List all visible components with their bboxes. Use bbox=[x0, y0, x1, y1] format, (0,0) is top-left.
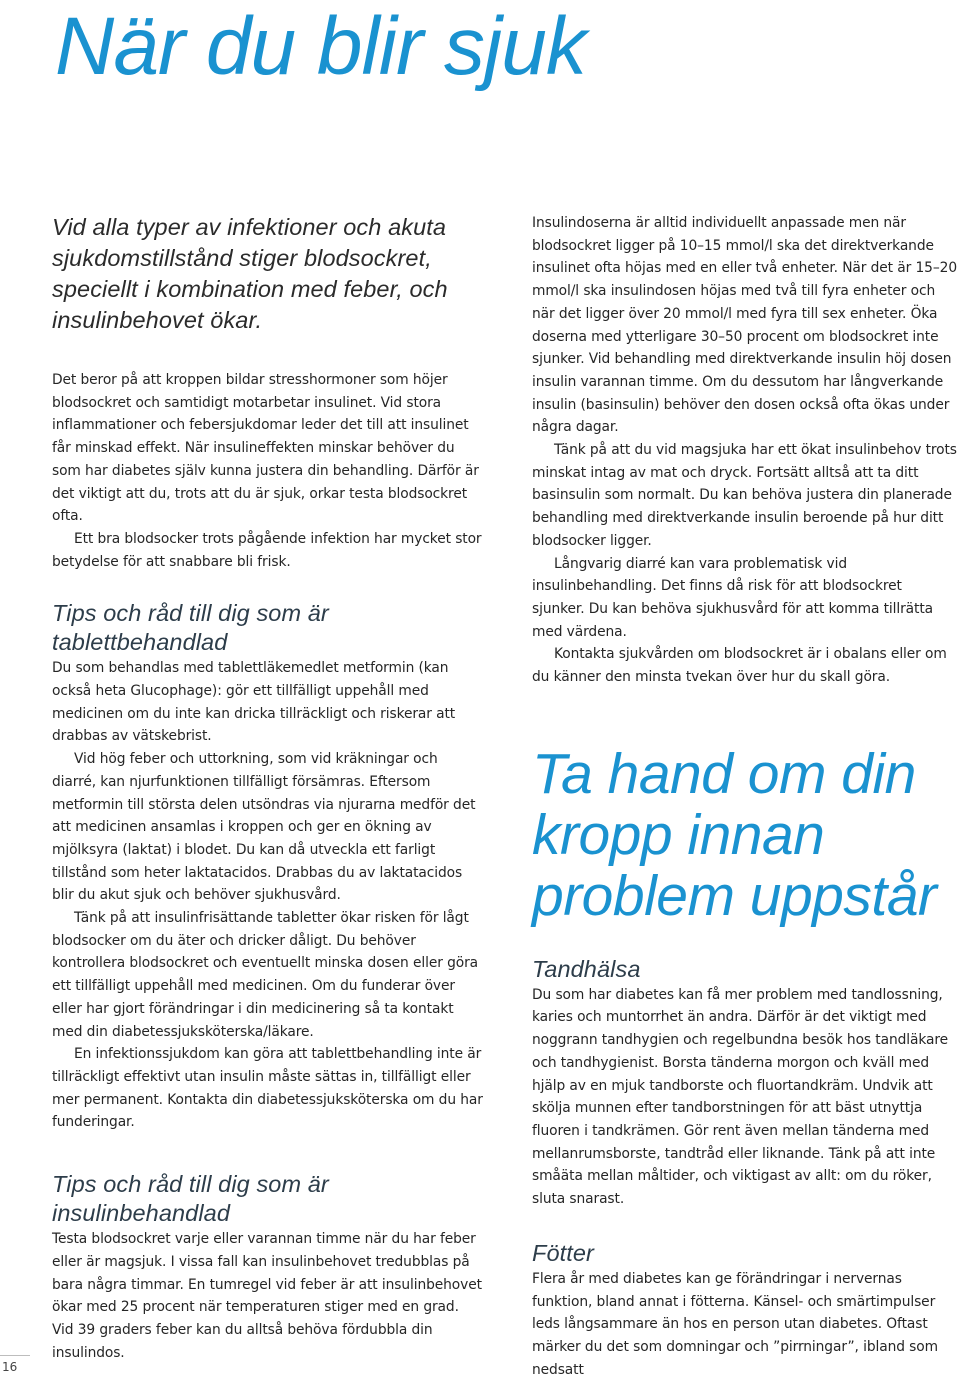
body-paragraph: Ett bra blodsocker trots pågående infektion har mycket stor betydelse för att snabbare bli frisk. bbox=[52, 530, 482, 570]
section-heading-insulin: Tips och råd till dig som är insulinbehandlad bbox=[52, 1171, 329, 1227]
body-paragraph: Insulindoserna är alltid individuellt anpassade men när blodsockret ligger på 10–15 mmol/l ska det direktverkande insulinet ofta höjas med en eller två enheter. När det är 15–20 mmol/l ska insulindosen höjas med två till fyra enheter och när det ligger över 20 mmol/l med fyra till sex enheter. Öka doserna med ytterligare 30–50 procent om blodsockret inte sjunker. Vid behandling med direktverkande insulin höj dosen insulin varannan timme. Om du dessutom har långverkande insulin (basinsulin) behöver den dosen också ofta ökas under några dagar. bbox=[532, 215, 958, 436]
section-tablet bbox=[52, 599, 484, 1134]
left-column bbox=[52, 212, 484, 1364]
footer-divider bbox=[0, 1355, 30, 1356]
section-feet bbox=[532, 1239, 958, 1381]
body-paragraph: Testa blodsockret varje eller varannan timme när du har feber eller är magsjuk. I vissa fall kan insulinbehovet tredubblas på bara några timmar. En tumregel vid feber är att insulinbehovet ökar med 25 procent när temperaturen stiger med en grad. Vid 39 graders feber kan du alltså behöva fördubbla din insulindos. bbox=[52, 1231, 482, 1361]
feature-heading: Ta hand om din kropp innan problem uppstår bbox=[532, 741, 937, 928]
body-paragraph: Du som behandlas med tablettläkemedlet metformin (kan också heta Glucophage): gör ett tillfälligt uppehåll med medicinen om du inte kan dricka tillräckligt och riskerar att drabbas av vätskebrist. bbox=[52, 660, 456, 745]
section-insulin bbox=[52, 1170, 484, 1364]
body-paragraph: Flera år med diabetes kan ge förändringar i nervernas funktion, bland annat i fötterna. Känsel- och smärtimpulser leds långsammare än hos en person utan diabetes. Oftast märker du det som domningar och ”pirrningar”, ibland som nedsatt bbox=[532, 1270, 938, 1378]
body-paragraph: Du som har diabetes kan få mer problem med tandlossning, karies och muntorrhet än andra. Därför är det viktigt med noggrann tandhygien och regelbundna besök hos tandläkare och tandhygienist. Borsta tänderna morgon och kväll med hjälp av en mjuk tandborste och fluortandkräm. Undvik att skölja munnen efter tandborstningen för att bäst utnyttja fluoren i tandkrämen. Gör rent även mellan tänderna med mellanrumsborste, tandtråd eller liknande. Tänk på att inte småäta mellan måltider, och viktigast av allt: om du röker, sluta snarast. bbox=[532, 986, 948, 1208]
body-paragraph: Det beror på att kroppen bildar stresshormoner som höjer blodsockret och samtidigt motarbetar insulinet. Vid stora inflammationer och febersjukdomar leder det till att insulinet får minskad effekt. När insulineffekten minskar behöver du som har diabetes själv kunna justera din behandling. Därför är det viktigt att du, trots att du är sjuk, orkar testa blodsockret ofta. bbox=[52, 372, 479, 525]
section-heading-feet: Fötter bbox=[532, 1239, 594, 1266]
section-heading-tablet: Tips och råd till dig som är tablettbehandlad bbox=[52, 600, 329, 656]
page-number: 16 bbox=[2, 1360, 18, 1374]
body-paragraph: Långvarig diarré kan vara problematisk vid insulinbehandling. Det finns då risk för att blodsockret sjunker. Du kan behöva sjukhusvård för att komma tillrätta med värdena. bbox=[532, 555, 934, 640]
body-paragraph: Tänk på att du vid magsjuka har ett ökat insulinbehov trots minskat intag av mat och dryck. Fortsätt alltså att ta ditt basinsulin som normalt. Du kan behöva justera din planerade behandling med direktverkande insulin beroende på hur ditt blodsocker ligger. bbox=[532, 442, 957, 549]
section-heading-dental: Tandhälsa bbox=[532, 955, 641, 982]
body-paragraph: En infektionssjukdom kan göra att tablettbehandling inte är tillräckligt effektivt utan insulin måste sättas in, tillfälligt eller mer permanent. Kontakta din diabetessjuksköterska om du har funderingar. bbox=[52, 1046, 483, 1131]
page-title: När du blir sjuk bbox=[55, 1, 586, 92]
body-paragraph: Vid hög feber och uttorkning, som vid kräkningar och diarré, kan njurfunktionen tillfälligt försämras. Eftersom metformin till största delen utsöndras via njurarna medför det att medicinen ansamlas i kroppen och ger en ökning av mjölksyra (laktat) i blodet. Du kan då utveckla ett farligt tillstånd som heter laktatacidos. Drabbas du av laktatacidos blir du akut sjuk och behöver sjukhusvård. bbox=[52, 751, 476, 904]
section-dental bbox=[532, 955, 958, 1211]
right-column bbox=[532, 212, 958, 1381]
body-paragraph: Tänk på att insulinfrisättande tabletter ökar risken för lågt blodsocker om du äter och dricker dåligt. Du behöver kontrollera blodsockret och eventuellt minska dosen eller göra ett tillfälligt uppehåll med medicinen. Om du funderar över eller har gjort förändringar i din medicinering så ta kontakt med din diabetessjuksköterska/läkare. bbox=[52, 910, 478, 1040]
body-paragraph: Kontakta sjukvården om blodsockret är i obalans eller om du känner den minsta tvekan över hur du skall göra. bbox=[532, 646, 947, 686]
intro-text: Vid alla typer av infektioner och akuta sjukdomstillstånd stiger blodsockret, speciellt i kombination med feber, och insulinbehovet ökar. bbox=[52, 214, 448, 333]
